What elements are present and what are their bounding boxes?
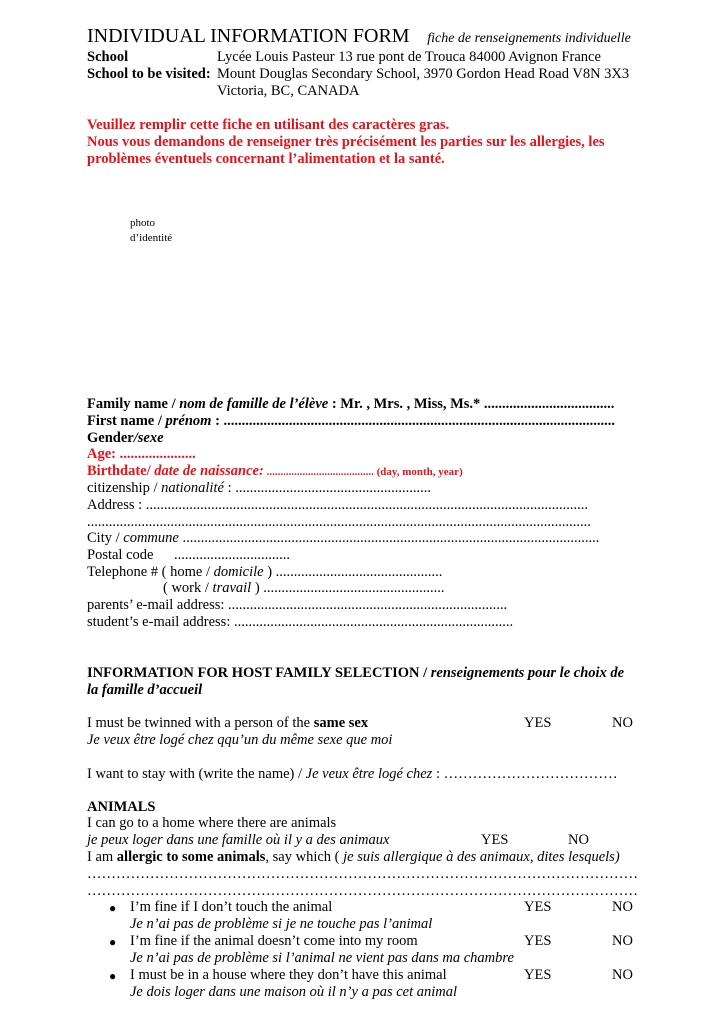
twin-bold: same sex bbox=[313, 715, 369, 731]
bullet-3-text: I must be in a house where they don’t have this animal bbox=[130, 967, 447, 983]
birthdate-hint: (day, month, year) bbox=[373, 466, 463, 478]
instruction-line-3: problèmes éventuels concernant l’alimentation et la santé. bbox=[87, 151, 445, 167]
first-name-rest: : ............................................................................................................ bbox=[211, 413, 616, 429]
allergy-fr: je suis allergique à des animaux, dites lesquels) bbox=[343, 849, 620, 865]
gender-field[interactable] bbox=[87, 430, 164, 447]
allergy-pre: I am bbox=[87, 849, 117, 865]
bullet-3-no-option[interactable]: NO bbox=[612, 967, 633, 983]
school-label: School bbox=[87, 49, 129, 65]
bullet-2-text: I’m fine if the animal doesn’t come into my room bbox=[130, 933, 418, 949]
twin-yes-option[interactable]: YES bbox=[524, 715, 552, 731]
first-name-label-en: First name / bbox=[87, 413, 166, 429]
form-header bbox=[87, 25, 631, 48]
host-heading-fr-2: la famille d’accueil bbox=[87, 682, 203, 698]
instruction-line-2: Nous vous demandons de renseigner très précisément les parties sur les allergies, les bbox=[87, 134, 605, 150]
stay-label-en: I want to stay with (write the name) / bbox=[87, 766, 306, 782]
birthdate-label-fr: date de naissance: bbox=[154, 463, 264, 479]
citizenship-rest: : ...................................................... bbox=[223, 480, 431, 496]
visit-value-1: Mount Douglas Secondary School, 3970 Gordon Head Road V8N 3X3 bbox=[217, 66, 630, 82]
city-label-en: City / bbox=[87, 530, 124, 546]
address-field-1[interactable]: Address : .......................................................................................................................... bbox=[87, 497, 589, 513]
postal-code-field[interactable]: ................................ bbox=[174, 547, 290, 563]
allergy-question bbox=[87, 849, 620, 866]
birthdate-field[interactable] bbox=[87, 463, 463, 480]
animals-yes-option[interactable]: YES bbox=[481, 832, 509, 848]
city-label-fr: commune bbox=[123, 530, 179, 546]
bullet-1-icon: ● bbox=[109, 901, 117, 915]
photo-label-2: d’identité bbox=[130, 232, 173, 244]
parents-email-field[interactable]: parents’ e-mail address: ............................................................................. bbox=[87, 597, 508, 613]
gender-label-en: Gender bbox=[87, 430, 134, 446]
work-rest: ) .................................................. bbox=[251, 580, 445, 596]
bullet-2-no-option[interactable]: NO bbox=[612, 933, 633, 949]
telephone-home-field[interactable] bbox=[87, 564, 442, 581]
bullet-2-text-fr: Je n’ai pas de problème si l’animal ne vient pas dans ma chambre bbox=[130, 950, 514, 966]
form-title: INDIVIDUAL INFORMATION FORM bbox=[87, 25, 410, 47]
gender-label-fr: /sexe bbox=[133, 430, 164, 446]
allergy-dots-2[interactable]: …………………………………………………………………………………………………… bbox=[87, 883, 638, 899]
tel-label-fr: domicile bbox=[213, 564, 264, 580]
stay-label-fr: Je veux être logé chez bbox=[305, 766, 433, 782]
citizenship-label-en: citizenship / bbox=[87, 480, 162, 496]
twin-question-fr: Je veux être logé chez qqu’un du même sexe que moi bbox=[87, 732, 393, 748]
bullet-2-icon: ● bbox=[109, 935, 117, 949]
bullet-3-yes-option[interactable]: YES bbox=[524, 967, 552, 983]
host-heading-fr-1: renseignements pour le choix de bbox=[430, 665, 625, 681]
bullet-1-no-option[interactable]: NO bbox=[612, 899, 633, 915]
first-name-label-fr: prénom bbox=[165, 413, 212, 429]
telephone-work-field[interactable] bbox=[163, 580, 445, 597]
family-name-rest: : Mr. , Mrs. , Miss, Ms.* .................................... bbox=[328, 396, 615, 412]
twin-text: I must be twinned with a person of the bbox=[87, 715, 314, 731]
stay-rest: : ……………………………… bbox=[432, 766, 618, 782]
host-heading-en: INFORMATION FOR HOST FAMILY SELECTION / bbox=[87, 665, 431, 681]
instruction-line-1: Veuillez remplir cette fiche en utilisant des caractères gras. bbox=[87, 117, 450, 133]
host-heading bbox=[87, 665, 624, 682]
bullet-3-icon: ● bbox=[109, 969, 117, 983]
first-name-field[interactable] bbox=[87, 413, 615, 430]
animals-can-go-fr: je peux loger dans une famille où il y a des animaux bbox=[87, 832, 390, 848]
bullet-1-text-fr: Je n’ai pas de problème si je ne touche pas l’animal bbox=[130, 916, 433, 932]
animals-can-go: I can go to a home where there are animals bbox=[87, 815, 337, 831]
twin-no-option[interactable]: NO bbox=[612, 715, 633, 731]
photo-label-1: photo bbox=[130, 217, 156, 229]
address-field-2[interactable]: ........................................................................................................................................... bbox=[87, 514, 591, 530]
student-email-field[interactable]: student’s e-mail address: ............................................................................. bbox=[87, 614, 514, 630]
visit-value-2: Victoria, BC, CANADA bbox=[217, 83, 360, 99]
citizenship-field[interactable] bbox=[87, 480, 431, 497]
visit-label: School to be visited: bbox=[87, 66, 211, 82]
family-name-field[interactable] bbox=[87, 396, 614, 413]
allergy-bold: allergic to some animals bbox=[116, 849, 266, 865]
family-name-label-en: Family name / bbox=[87, 396, 180, 412]
citizenship-label-fr: nationalité bbox=[161, 480, 224, 496]
age-field[interactable]: Age: ..................... bbox=[87, 446, 196, 462]
school-value: Lycée Louis Pasteur 13 rue pont de Trouca 84000 Avignon France bbox=[217, 49, 601, 65]
bullet-1-yes-option[interactable]: YES bbox=[524, 899, 552, 915]
tel-rest: ) .............................................. bbox=[263, 564, 443, 580]
postal-code-label: Postal code bbox=[87, 547, 154, 563]
city-rest: ................................................................................................................... bbox=[178, 530, 600, 546]
bullet-3-text-fr: Je dois loger dans une maison où il n’y a pas cet animal bbox=[130, 984, 458, 1000]
animals-no-option[interactable]: NO bbox=[568, 832, 589, 848]
bullet-2-yes-option[interactable]: YES bbox=[524, 933, 552, 949]
family-name-label-fr: nom de famille de l’élève bbox=[179, 396, 329, 412]
allergy-dots-1[interactable]: …………………………………………………………………………………………………… bbox=[87, 866, 638, 882]
animals-heading: ANIMALS bbox=[87, 799, 156, 815]
tel-label-en: Telephone # ( home / bbox=[87, 564, 214, 580]
bullet-1-text: I’m fine if I don’t touch the animal bbox=[130, 899, 333, 915]
twin-question bbox=[87, 715, 368, 732]
stay-with-field[interactable] bbox=[87, 766, 618, 783]
work-label-en: ( work / bbox=[163, 580, 213, 596]
work-label-fr: travail bbox=[212, 580, 252, 596]
city-field[interactable] bbox=[87, 530, 599, 547]
form-subtitle: fiche de renseignements individuelle bbox=[427, 31, 631, 46]
birthdate-label-en: Birthdate/ bbox=[87, 463, 155, 479]
allergy-rest: , say which ( bbox=[265, 849, 344, 865]
birthdate-dots: ....................................... bbox=[263, 466, 374, 478]
